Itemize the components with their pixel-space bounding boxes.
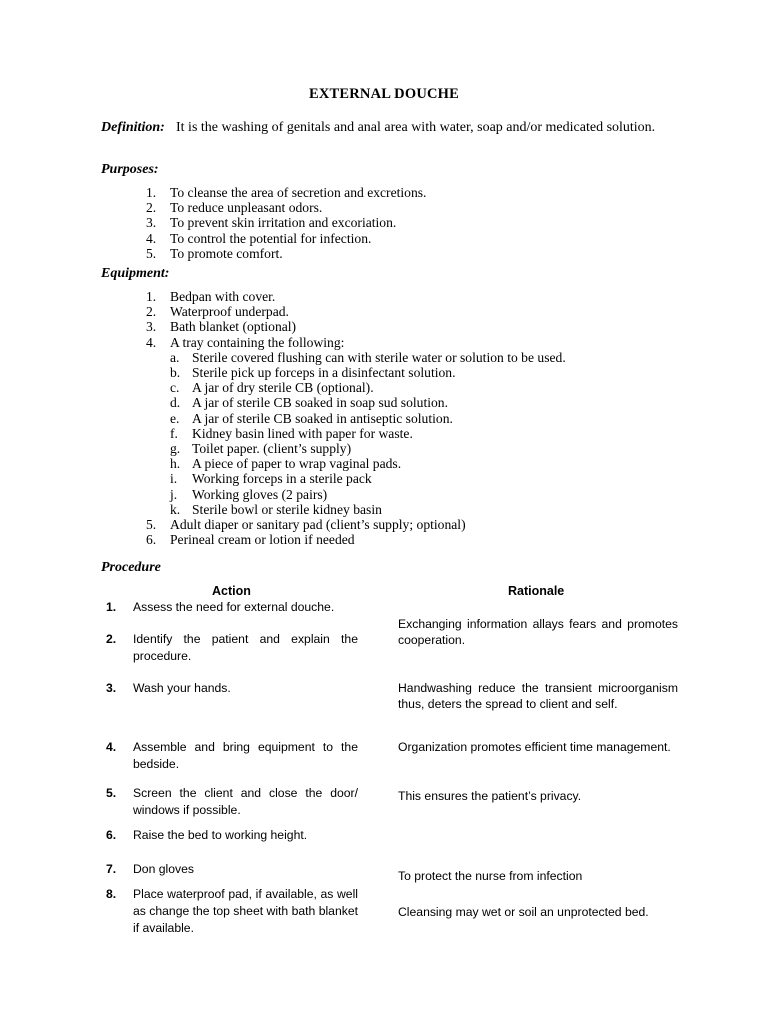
procedure-step: 4. Assemble and bring equipment to the bedside. — [106, 740, 358, 771]
list-item: 6. Perineal cream or lotion if needed — [146, 532, 355, 548]
procedure-step: 1. Assess the need for external douche. — [106, 600, 335, 614]
purposes-list — [146, 185, 426, 261]
rationale-text: This ensures the patient’s privacy. — [398, 789, 582, 803]
list-item: 5. To promote comfort. — [146, 245, 283, 261]
tray-sublist — [170, 350, 566, 517]
list-item: 2. To reduce unpleasant odors. — [146, 200, 323, 216]
sublist-item: a. Sterile covered flushing can with sterile water or solution to be used. — [170, 349, 566, 365]
sublist-item: c. A jar of dry sterile CB (optional). — [170, 380, 374, 396]
rationale-text: To protect the nurse from infection — [398, 869, 583, 883]
sublist-item: f. Kidney basin lined with paper for waste. — [170, 425, 413, 441]
equipment-heading: Equipment: — [101, 266, 170, 281]
sublist-item: b. Sterile pick up forceps in a disinfectant solution. — [170, 365, 456, 381]
rationale-text: Cleansing may wet or soil an unprotected bed. — [398, 905, 649, 919]
page-title: EXTERNAL DOUCHE — [308, 86, 460, 102]
procedure-step: 2. Identify the patient and explain the procedure. — [106, 632, 358, 663]
rationale-column-header: Rationale — [508, 584, 565, 598]
list-item: 3. Bath blanket (optional) — [146, 319, 297, 335]
sublist-item: g. Toilet paper. (client’s supply) — [170, 441, 352, 457]
list-item: 1. To cleanse the area of secretion and excretions. — [146, 185, 427, 200]
list-item: 5. Adult diaper or sanitary pad (client’s supply; optional) — [146, 517, 466, 533]
rationale-text: Organization promotes efficient time management. — [398, 740, 671, 754]
rationale-text: Handwashing reduce the transient microorganism thus, deters the spread to client and self. — [398, 681, 678, 711]
list-item: 4. A tray containing the following: a. Sterile covered flushing can with sterile water or solution to be used. b. Sterile pick up forceps in a disinfectant solution. c. A jar of dry sterile CB (optional). d. A jar of sterile CB soaked in soap sud solution. e. A jar of sterile CB soaked in antiseptic solution. f. Kidney basin lined with paper for waste. g. Toilet paper. (client’s supply) h. A piece of paper to wrap vaginal pads. i. Working forceps in a sterile pack j. Working gloves (2 pairs) k. Sterile bowl or sterile kidney basin — [146, 334, 566, 517]
sublist-item: i. Working forceps in a sterile pack — [170, 471, 372, 487]
list-item: 3. To prevent skin irritation and excoriation. — [146, 215, 397, 231]
purposes-heading: Purposes: — [101, 162, 159, 177]
list-item: 4. To control the potential for infection. — [146, 230, 372, 246]
list-item: 1. Bedpan with cover. — [146, 289, 276, 304]
sublist-item: e. A jar of sterile CB soaked in antiseptic solution. — [170, 410, 453, 426]
equipment-list — [146, 289, 566, 547]
definition-label: Definition: — [101, 120, 165, 135]
procedure-step: 6. Raise the bed to working height. — [106, 828, 308, 842]
rationale-text: Exchanging information allays fears and promotes cooperation. — [398, 617, 678, 647]
sublist-item: k. Sterile bowl or sterile kidney basin — [170, 501, 382, 517]
procedure-step: 8. Place waterproof pad, if available, as well as change the top sheet with bath blanket if available. — [106, 887, 358, 935]
procedure-step: 3. Wash your hands. — [106, 681, 231, 695]
list-item: 2. Waterproof underpad. — [146, 304, 289, 320]
definition-block — [101, 117, 671, 139]
procedure-step: 5. Screen the client and close the door/ windows if possible. — [106, 786, 358, 817]
action-column-header: Action — [212, 584, 251, 598]
sublist-item: j. Working gloves (2 pairs) — [170, 486, 328, 502]
procedure-heading: Procedure — [101, 560, 161, 575]
procedure-step: 7. Don gloves — [106, 862, 194, 876]
sublist-item: h. A piece of paper to wrap vaginal pads. — [170, 456, 402, 472]
sublist-item: d. A jar of sterile CB soaked in soap sud solution. — [170, 395, 448, 411]
definition-text: It is the washing of genitals and anal area with water, soap and/or medicated solution. — [176, 120, 656, 135]
